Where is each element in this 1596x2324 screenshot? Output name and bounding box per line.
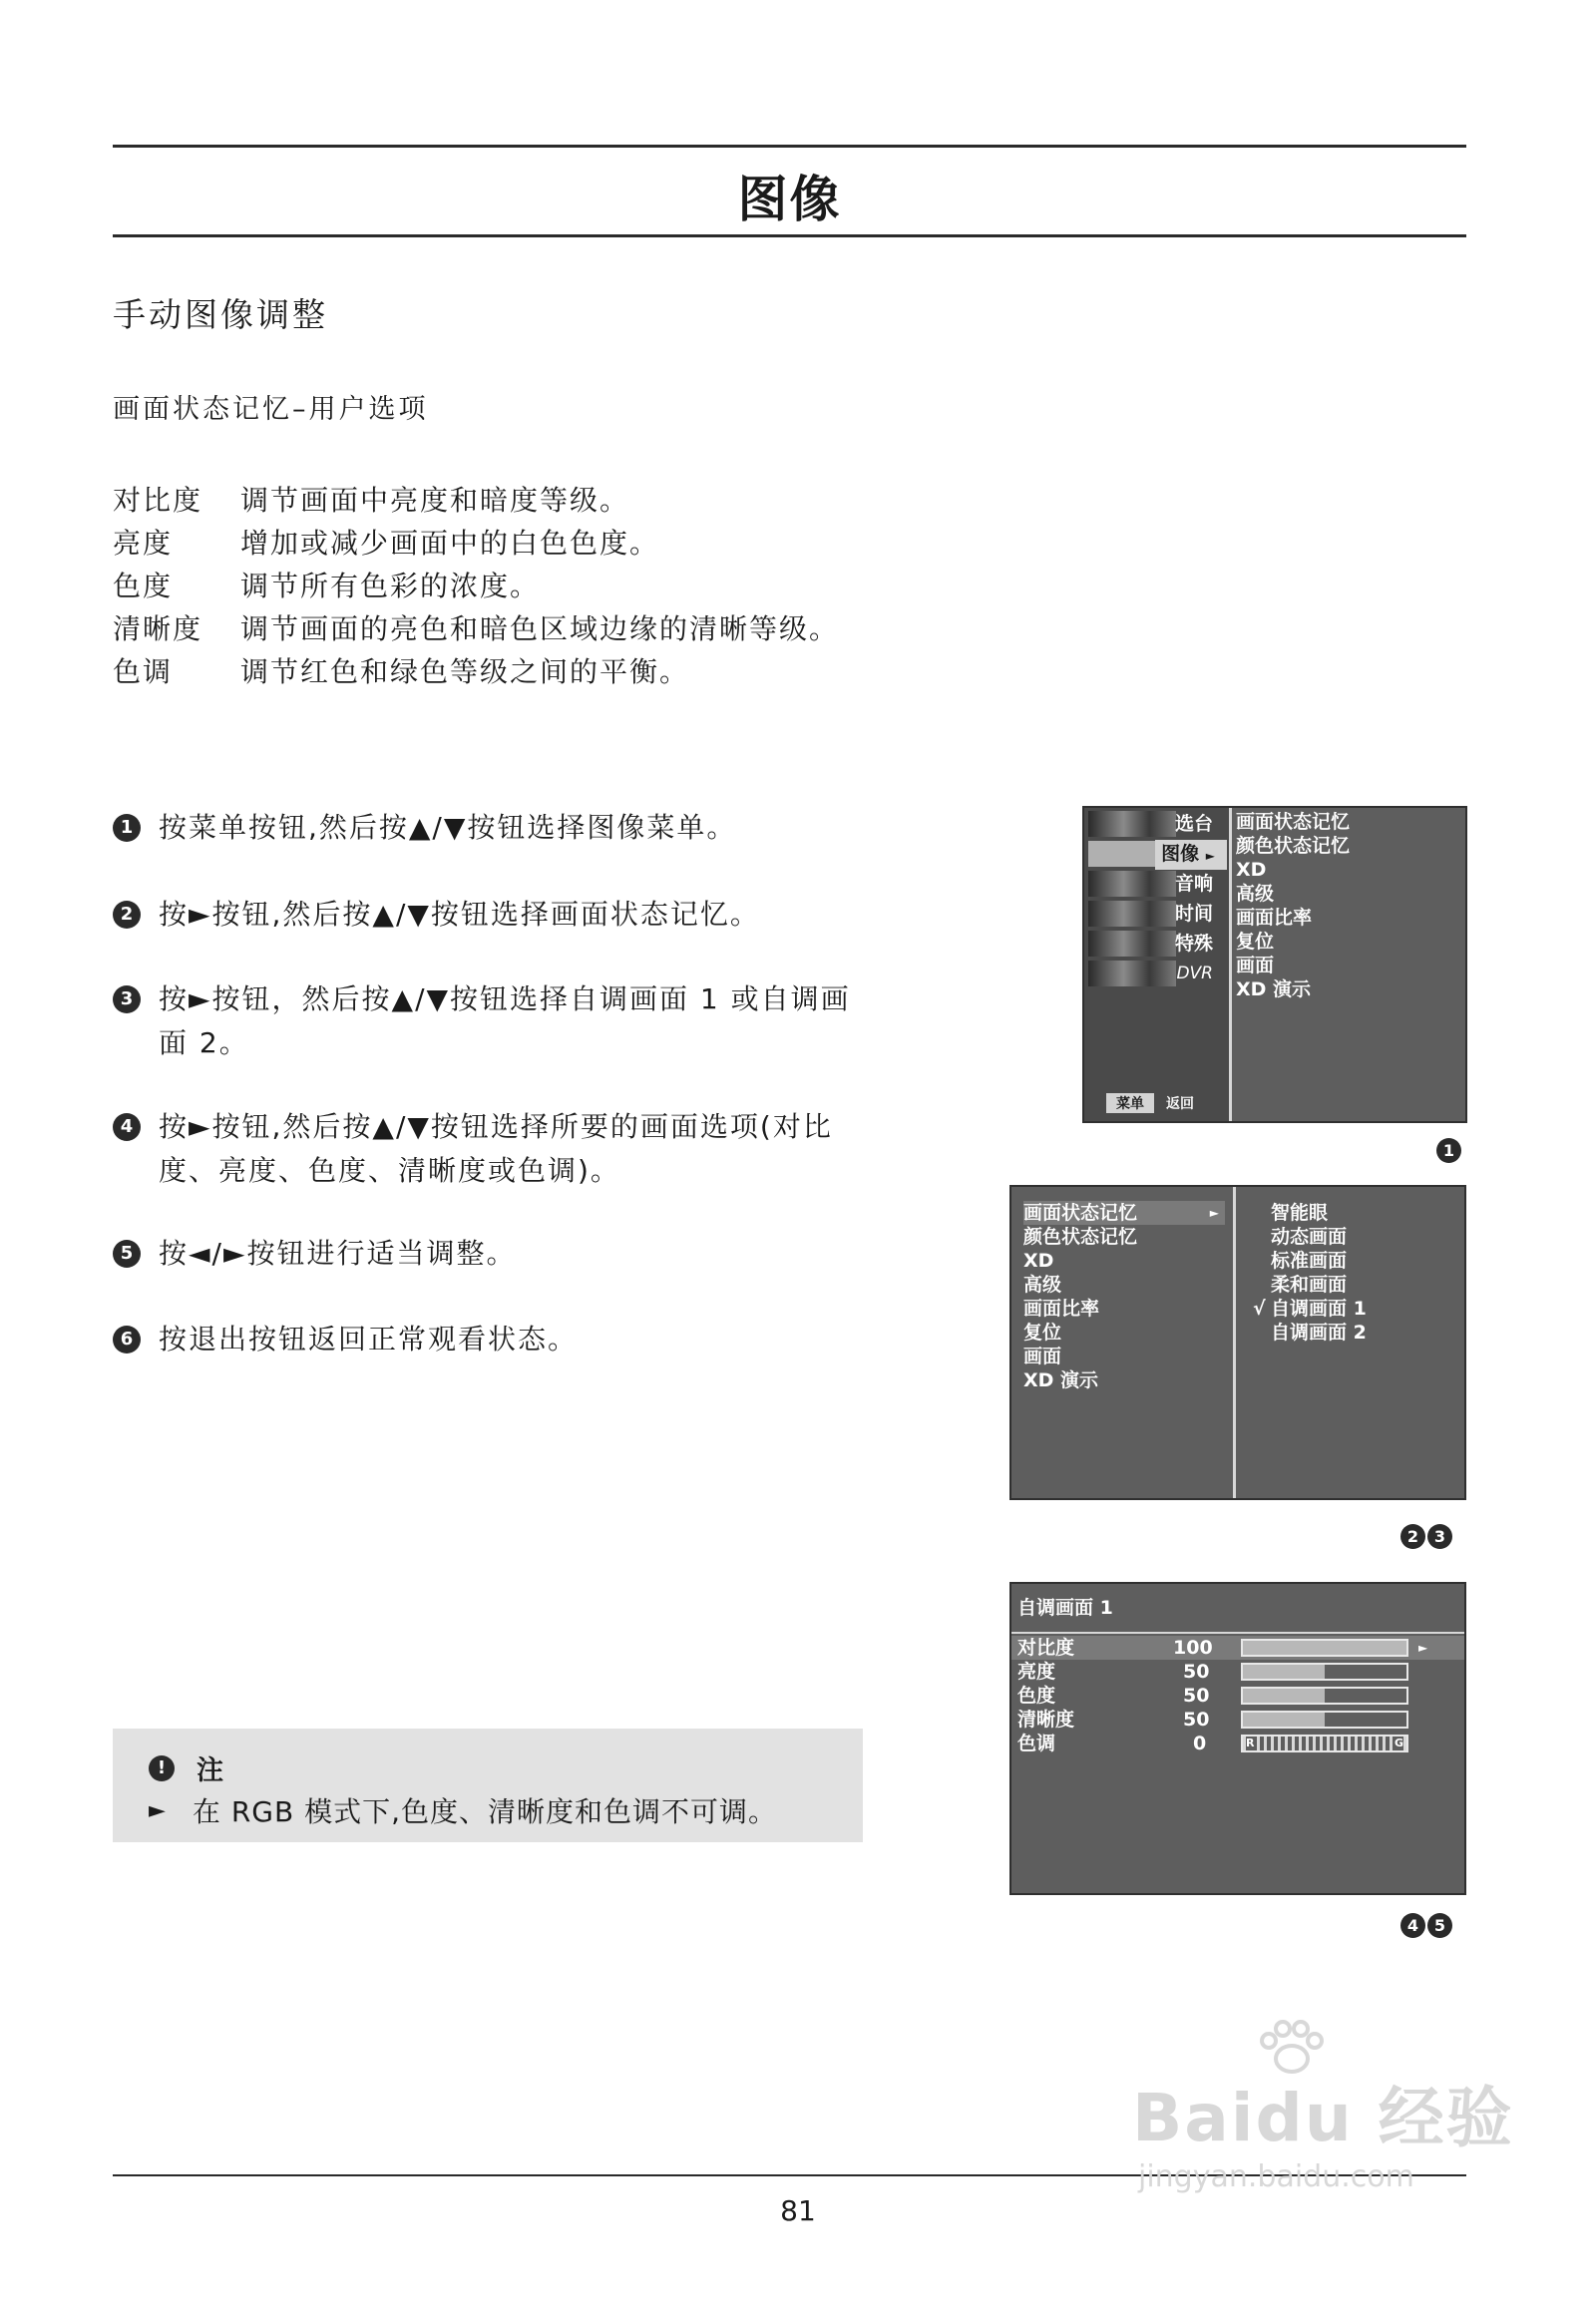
osd-picture-mode-menu <box>1009 1185 1466 1500</box>
osd-settings-title: 自调画面 1 <box>1017 1597 1113 1619</box>
step-text: 按►按钮，然后按▲/▼按钮选择自调画面 1 或自调画 <box>159 982 851 1015</box>
definition-desc: 增加或减少画面中的白色色度。 <box>240 527 660 560</box>
page-title: 图像 <box>737 171 842 228</box>
step-item <box>113 1318 921 1361</box>
submenu-item[interactable]: 高级 <box>1236 883 1275 905</box>
step-text: 按退出按钮返回正常观看状态。 <box>159 1323 579 1356</box>
menu-item-label: 画面状态记忆 <box>1023 1202 1138 1224</box>
definition-term: 色调 <box>113 655 174 688</box>
setting-slider[interactable] <box>1241 1663 1408 1681</box>
osd-submenu <box>1236 810 1350 1121</box>
setting-label: 亮度 <box>1017 1661 1056 1683</box>
osd-sidebar <box>1084 808 1232 1121</box>
definition-desc: 调节红色和绿色等级之间的平衡。 <box>240 655 690 688</box>
setting-row-brightness[interactable] <box>1011 1660 1464 1684</box>
step-text-continued: 度、亮度、色度、清晰度或色调)。 <box>159 1154 620 1187</box>
tint-green-label: G <box>1394 1737 1403 1749</box>
setting-label: 色度 <box>1017 1685 1056 1707</box>
menu-button[interactable]: 菜单 <box>1106 1093 1154 1113</box>
mode-option[interactable] <box>1251 1249 1367 1273</box>
note-box <box>113 1729 863 1842</box>
menu-item[interactable]: 画面 <box>1023 1346 1062 1367</box>
step-number: 6 <box>113 1326 141 1354</box>
submenu-item[interactable]: 画面比率 <box>1236 907 1313 929</box>
title-rule <box>113 234 1466 237</box>
menu-item[interactable]: XD <box>1023 1250 1054 1272</box>
step-item <box>113 977 921 1065</box>
menu-item[interactable]: 高级 <box>1023 1274 1062 1296</box>
menu-item[interactable]: 复位 <box>1023 1322 1062 1344</box>
definition-row <box>113 607 839 650</box>
definition-row <box>113 565 839 607</box>
step-number: 4 <box>113 1113 141 1141</box>
sidebar-item-label: 选台 <box>1174 813 1213 835</box>
mode-option[interactable] <box>1251 1201 1367 1225</box>
setting-row-sharpness[interactable] <box>1011 1708 1464 1732</box>
step-item <box>113 1232 921 1276</box>
tint-red-label: R <box>1246 1737 1255 1749</box>
mode-option-label: 自调画面 2 <box>1271 1322 1367 1344</box>
sidebar-item-text: 图像 <box>1161 843 1200 865</box>
step-number: 3 <box>113 985 141 1013</box>
figure-badges <box>1400 1913 1454 1938</box>
sidebar-item-time[interactable] <box>1086 900 1227 928</box>
figure-number: 3 <box>1427 1524 1452 1549</box>
definition-term: 清晰度 <box>113 612 203 645</box>
tint-slider[interactable] <box>1241 1735 1408 1752</box>
figure-number: 4 <box>1400 1913 1425 1938</box>
definition-row <box>113 650 839 693</box>
note-text: 在 RGB 模式下,色度、清晰度和色调不可调。 <box>192 1795 777 1828</box>
step-number: 1 <box>113 814 141 842</box>
watermark <box>1132 2065 1514 2194</box>
setting-slider[interactable] <box>1241 1639 1408 1657</box>
mode-option-label: 自调画面 1 <box>1271 1298 1367 1320</box>
step-item <box>113 1105 921 1193</box>
mode-option-selected[interactable] <box>1251 1297 1367 1321</box>
menu-item[interactable]: XD 演示 <box>1023 1369 1099 1391</box>
mode-option-label: 智能眼 <box>1271 1202 1329 1224</box>
sidebar-item-label: 特殊 <box>1174 933 1213 955</box>
definition-row <box>113 479 839 522</box>
menu-item[interactable]: 画面比率 <box>1023 1298 1100 1320</box>
setting-label: 清晰度 <box>1017 1709 1075 1731</box>
submenu-item[interactable]: 颜色状态记忆 <box>1236 835 1351 857</box>
thumbnail-image <box>1088 871 1176 897</box>
sidebar-item-label: DVR <box>1176 964 1213 983</box>
figure-number: 5 <box>1427 1913 1452 1938</box>
sidebar-item-special[interactable] <box>1086 930 1227 958</box>
setting-row-color[interactable] <box>1011 1684 1464 1708</box>
figure-badges <box>1436 1138 1463 1163</box>
step-text: 按►按钮,然后按▲/▼按钮选择所要的画面选项(对比 <box>159 1110 833 1143</box>
mode-option[interactable] <box>1251 1225 1367 1249</box>
step-item <box>113 806 921 850</box>
top-rule <box>113 145 1466 148</box>
mode-option[interactable] <box>1251 1273 1367 1297</box>
step-text-continued: 面 2。 <box>159 1026 249 1059</box>
menu-item[interactable] <box>1023 1201 1225 1225</box>
step-number: 2 <box>113 901 141 929</box>
sidebar-item-dvr[interactable] <box>1086 960 1227 987</box>
thumbnail-image <box>1088 931 1176 957</box>
mode-option-label: 动态画面 <box>1271 1226 1348 1248</box>
submenu-item[interactable]: XD 演示 <box>1236 978 1312 1000</box>
submenu-item[interactable]: XD <box>1236 859 1267 881</box>
submenu-item[interactable]: 画面 <box>1236 955 1275 976</box>
figure-number: 1 <box>1436 1138 1461 1163</box>
note-body <box>149 1790 777 1830</box>
setting-row-contrast[interactable] <box>1011 1636 1464 1660</box>
subsection-title: 画面状态记忆–用户选项 <box>113 394 429 425</box>
definition-desc: 调节画面中亮度和暗度等级。 <box>240 484 630 517</box>
title-divider <box>1011 1632 1464 1634</box>
thumbnail-image <box>1088 811 1176 837</box>
submenu-item[interactable]: 复位 <box>1236 931 1275 953</box>
step-text: 按菜单按钮,然后按▲/▼按钮选择图像菜单。 <box>159 811 737 844</box>
setting-label: 对比度 <box>1017 1637 1075 1659</box>
step-text: 按◄/►按钮进行适当调整。 <box>159 1237 517 1270</box>
definition-desc: 调节所有色彩的浓度。 <box>240 570 541 602</box>
sidebar-item-label <box>1155 840 1227 870</box>
osd-left-list <box>1011 1187 1236 1498</box>
setting-slider[interactable] <box>1241 1687 1408 1705</box>
definition-term: 色度 <box>113 570 174 602</box>
osd-right-list <box>1251 1187 1367 1498</box>
setting-value: 50 <box>1183 1709 1210 1731</box>
step-text: 按►按钮,然后按▲/▼按钮选择画面状态记忆。 <box>159 898 760 931</box>
setting-value: 50 <box>1183 1685 1210 1707</box>
setting-slider[interactable] <box>1241 1711 1408 1729</box>
watermark-main-text: Baidu 经验 <box>1132 2080 1514 2156</box>
mode-option-label: 标准画面 <box>1271 1250 1348 1272</box>
note-heading-label: 注 <box>197 1755 223 1786</box>
checkmark-icon: √ <box>1253 1298 1266 1320</box>
definition-list <box>113 479 839 693</box>
return-label: 返回 <box>1166 1096 1194 1112</box>
definition-desc: 调节画面的亮色和暗色区域边缘的清晰等级。 <box>240 612 840 645</box>
note-heading <box>149 1748 223 1787</box>
arrow-right-icon: ► <box>1209 1206 1219 1220</box>
arrow-right-icon: ► <box>1418 1641 1428 1655</box>
section-title: 手动图像调整 <box>113 295 328 334</box>
definition-term: 亮度 <box>113 527 174 560</box>
osd-user-picture-settings <box>1009 1582 1466 1895</box>
sidebar-item-label: 音响 <box>1174 873 1213 895</box>
setting-row-tint[interactable] <box>1011 1732 1464 1755</box>
sidebar-item-label: 时间 <box>1174 903 1213 925</box>
submenu-item[interactable]: 画面状态记忆 <box>1236 811 1351 833</box>
page-number: 81 <box>780 2194 816 2227</box>
warning-icon: ! <box>149 1755 175 1781</box>
mode-option-label: 柔和画面 <box>1271 1274 1348 1296</box>
step-number: 5 <box>113 1240 141 1268</box>
setting-value: 100 <box>1173 1637 1213 1659</box>
menu-item[interactable]: 颜色状态记忆 <box>1023 1226 1138 1248</box>
definition-row <box>113 522 839 565</box>
sidebar-item-audio[interactable] <box>1086 870 1227 898</box>
figure-badges <box>1400 1524 1454 1549</box>
arrow-right-icon: ► <box>1205 849 1215 863</box>
setting-value: 0 <box>1193 1733 1207 1754</box>
bullet-triangle-icon: ► <box>149 1797 167 1823</box>
osd-main-menu <box>1082 806 1467 1123</box>
paw-logo-icon <box>1257 2019 1327 2079</box>
sidebar-item-picture[interactable] <box>1086 840 1227 868</box>
mode-option[interactable] <box>1251 1321 1367 1345</box>
figure-number: 2 <box>1400 1524 1425 1549</box>
thumbnail-image <box>1088 901 1176 927</box>
osd-footer <box>1106 1093 1194 1113</box>
step-item <box>113 893 921 937</box>
thumbnail-image <box>1088 961 1176 986</box>
definition-term: 对比度 <box>113 484 203 517</box>
sidebar-item-channel[interactable] <box>1086 810 1227 838</box>
setting-label: 色调 <box>1017 1733 1056 1754</box>
setting-value: 50 <box>1183 1661 1210 1683</box>
watermark-url-text: jingyan.baidu.com <box>1138 2159 1414 2194</box>
